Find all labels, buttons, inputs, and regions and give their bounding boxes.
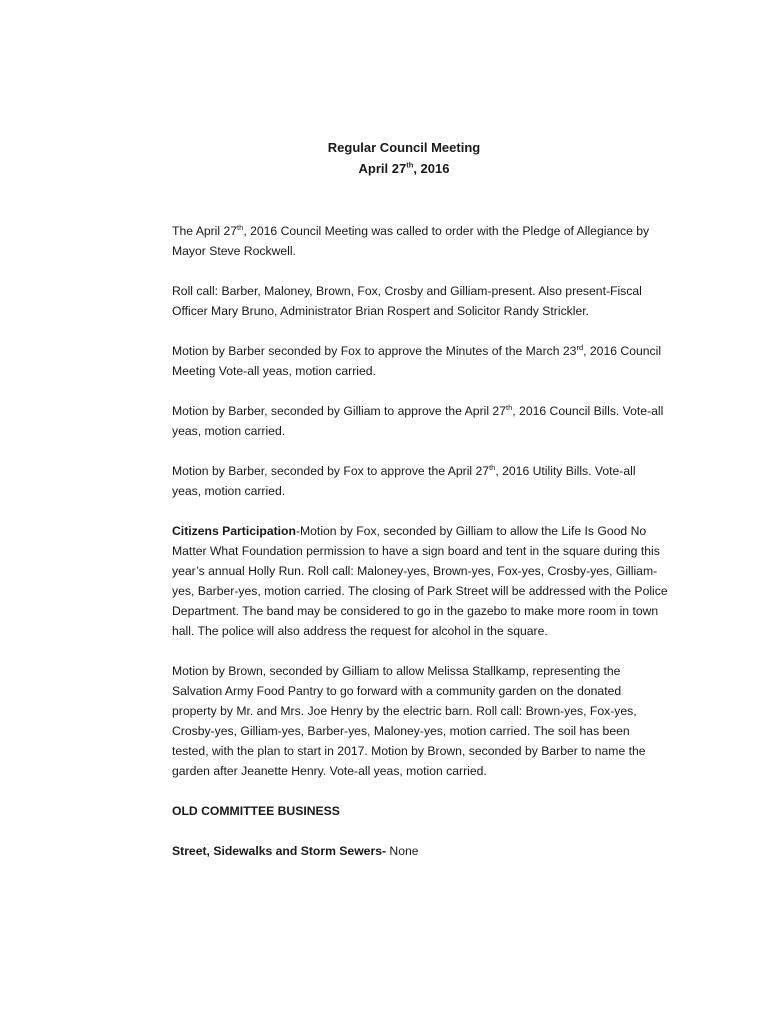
meeting-date-year: , 2016 bbox=[413, 161, 450, 176]
citizens-participation-heading: Citizens Participation bbox=[172, 524, 296, 538]
minutes-motion-sup: rd bbox=[576, 342, 584, 352]
roll-call-paragraph: Roll call: Barber, Maloney, Brown, Fox, Crosby and Gilliam-present. Also present-Fiscal Officer Mary Bruno, Administrator Brian Rospert and Solicitor Randy Strickler. bbox=[172, 284, 642, 318]
street-sidewalks-text: None bbox=[386, 844, 419, 858]
council-bills-text-a: Motion by Barber, seconded by Gilliam to approve the April 27 bbox=[172, 404, 506, 418]
call-to-order-paragraph bbox=[172, 221, 668, 261]
utility-bills-text-b: , 2016 Utility Bills. Vote-all yeas, motion carried. bbox=[172, 464, 636, 498]
meeting-date bbox=[0, 158, 770, 179]
old-committee-business-heading: OLD COMMITTEE BUSINESS bbox=[172, 804, 340, 818]
minutes-motion-text-a: Motion by Barber seconded by Fox to approve the Minutes of the March 23 bbox=[172, 344, 577, 358]
call-to-order-text-a: The April 27 bbox=[172, 224, 238, 238]
document-body bbox=[172, 221, 668, 881]
street-sidewalks-paragraph bbox=[172, 841, 668, 861]
document-title: Regular Council Meeting bbox=[327, 140, 481, 155]
utility-bills-text-a: Motion by Barber, seconded by Fox to approve the April 27 bbox=[172, 464, 490, 478]
document-header bbox=[0, 137, 770, 179]
community-garden-paragraph: Motion by Brown, seconded by Gilliam to allow Melissa Stallkamp, representing the Salvation Army Food Pantry to go forward with a community garden on the donated property by Mr. and Mrs. Joe Henry by the electric barn. Roll call: Brown-yes, Fox-yes, Crosby-yes, Gilliam-yes, Barber-yes, Maloney-yes, motion carried. The soil has been tested, with the plan to start in 2017. Motion by Brown, seconded by Barber to name the garden after Jeanette Henry. Vote-all yeas, motion carried. bbox=[172, 664, 646, 778]
call-to-order-text-b: , 2016 Council Meeting was called to order with the Pledge of Allegiance by Mayor Steve Rockwell. bbox=[172, 224, 650, 258]
council-bills-text-b: , 2016 Council Bills. Vote-all yeas, motion carried. bbox=[172, 404, 664, 438]
utility-bills-sup: th bbox=[489, 462, 496, 472]
meeting-date-suffix-sup: th bbox=[406, 160, 414, 170]
citizens-participation-text: -Motion by Fox, seconded by Gilliam to allow the Life Is Good No Matter What Foundation permission to have a sign board and tent in the square during this year’s annual Holly Run. Roll call: Maloney-yes, Brown-yes, Fox-yes, Crosby-yes, Gilliam-yes, Barber-yes, motion carried. The closing of Park Street will be addressed with the Police Department. The band may be considered to go in the gazebo to make more room in town hall. The police will also address the request for alcohol in the square. bbox=[172, 524, 668, 638]
citizens-participation-paragraph bbox=[172, 521, 668, 641]
council-bills-paragraph bbox=[172, 401, 668, 441]
meeting-date-main: April 27 bbox=[358, 161, 407, 176]
minutes-motion-paragraph bbox=[172, 341, 668, 381]
utility-bills-paragraph bbox=[172, 461, 668, 501]
minutes-motion-text-b: , 2016 Council Meeting Vote-all yeas, motion carried. bbox=[172, 344, 662, 378]
council-bills-sup: th bbox=[506, 402, 513, 412]
call-to-order-sup: th bbox=[237, 222, 244, 232]
street-sidewalks-heading: Street, Sidewalks and Storm Sewers- bbox=[172, 844, 387, 858]
